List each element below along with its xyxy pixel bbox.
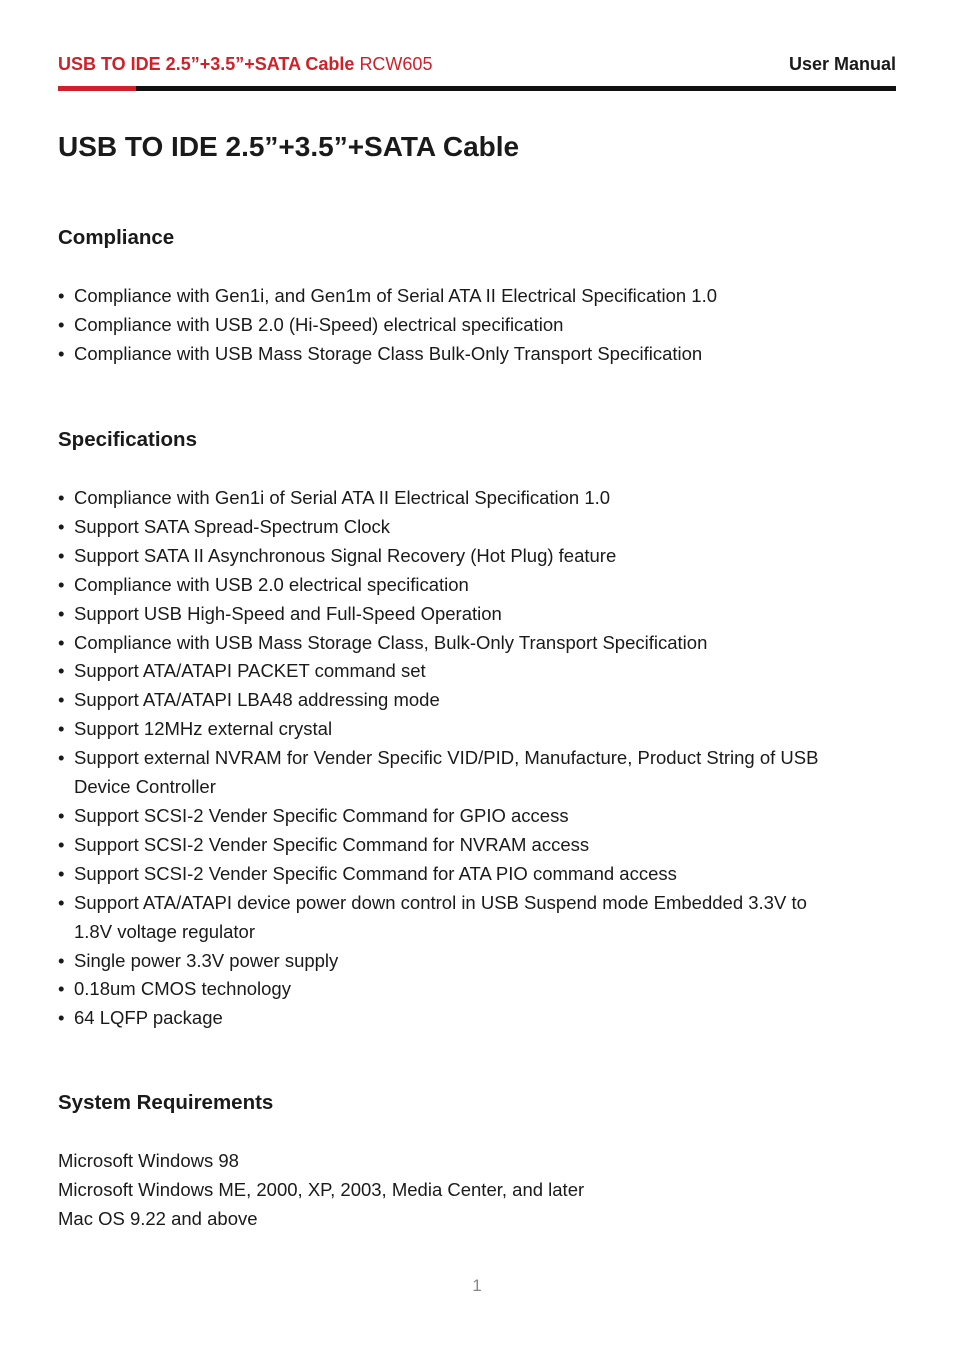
compliance-list [58,282,838,369]
header-product-name: USB TO IDE 2.5”+3.5”+SATA Cable [58,54,355,74]
page-title: USB TO IDE 2.5”+3.5”+SATA Cable [58,131,520,162]
list-item: • Support ATA/ATAPI LBA48 addressing mode [58,686,838,715]
list-item: • Support ATA/ATAPI PACKET command set [58,657,838,686]
header-product-line [58,53,432,75]
system-requirements-list [58,1147,584,1234]
list-item: • Support ATA/ATAPI device power down control in USB Suspend mode Embedded 3.3V to 1.8V voltage regulator [58,889,838,947]
list-item: • 0.18um CMOS technology [58,975,838,1004]
list-item: • Support SCSI-2 Vender Specific Command for GPIO access [58,802,838,831]
header-doc-type: User Manual [788,54,896,74]
list-item: • 64 LQFP package [58,1004,838,1033]
list-item: • Compliance with USB Mass Storage Class, Bulk-Only Transport Specification [58,629,838,658]
list-item: • Support external NVRAM for Vender Specific VID/PID, Manufacture, Product String of USB Device Controller [58,744,838,802]
list-item: • Compliance with USB Mass Storage Class Bulk-Only Transport Specification [58,340,838,369]
list-item: • Single power 3.3V power supply [58,947,838,976]
list-item: • Support SCSI-2 Vender Specific Command for ATA PIO command access [58,860,838,889]
specifications-list [58,484,838,1033]
header-divider [58,86,896,91]
list-item: • Support SATA II Asynchronous Signal Recovery (Hot Plug) feature [58,542,838,571]
page-header [58,53,896,77]
list-item: • Support 12MHz external crystal [58,715,838,744]
list-item: • Support SCSI-2 Vender Specific Command for NVRAM access [58,831,838,860]
page-number: 1 [472,1276,482,1295]
header-model-number: RCW605 [359,54,433,74]
list-item: Microsoft Windows ME, 2000, XP, 2003, Media Center, and later [58,1178,585,1200]
compliance-heading: Compliance [58,226,175,249]
specifications-heading: Specifications [58,428,197,451]
list-item: • Support USB High-Speed and Full-Speed Operation [58,600,838,629]
list-item: • Compliance with USB 2.0 (Hi-Speed) electrical specification [58,311,838,340]
list-item: • Compliance with USB 2.0 electrical specification [58,571,838,600]
list-item: • Compliance with Gen1i of Serial ATA II Electrical Specification 1.0 [58,484,838,513]
header-divider-accent [58,86,136,91]
system-requirements-heading: System Requirements [58,1091,274,1114]
list-item: Mac OS 9.22 and above [58,1207,258,1229]
list-item: Microsoft Windows 98 [58,1150,239,1171]
list-item: • Support SATA Spread-Spectrum Clock [58,513,838,542]
list-item: • Compliance with Gen1i, and Gen1m of Serial ATA II Electrical Specification 1.0 [58,282,838,311]
